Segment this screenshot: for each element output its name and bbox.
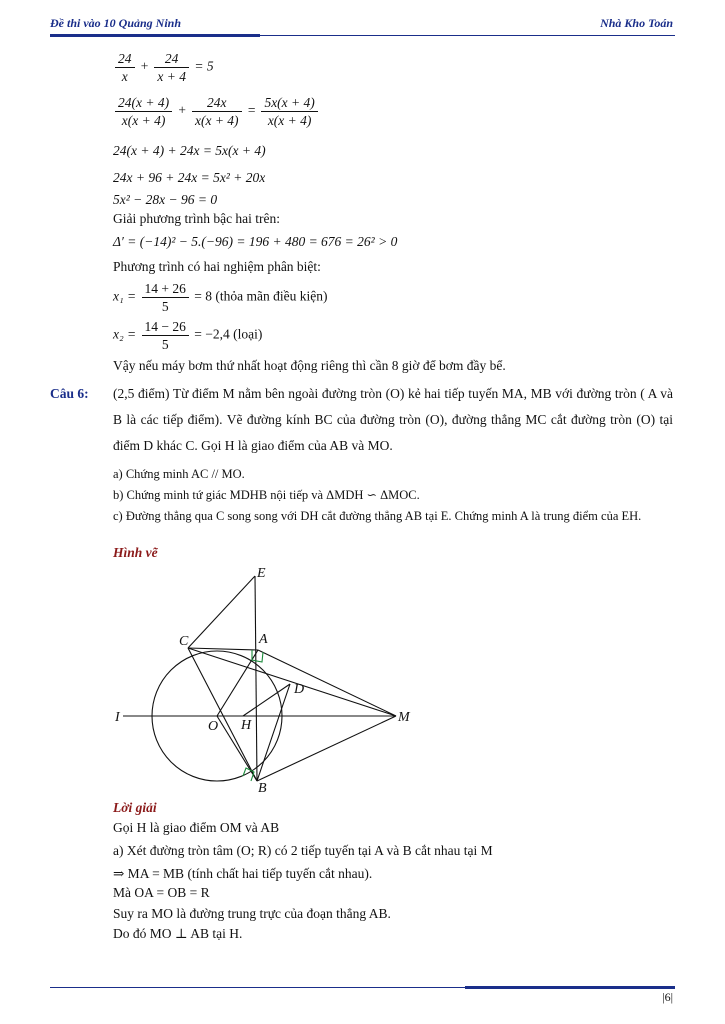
point-label-c: C: [179, 634, 189, 649]
root-x1: x₁ = $\frac{14 + 26}{5}$ = 8 (thỏa mãn điều kiện): [113, 281, 328, 314]
point-label-o: O: [208, 719, 219, 734]
segment-db: [257, 684, 290, 781]
question-part-c: c) Đường thẳng qua C song song với DH cắt đường thẳng AB tại E. Chứng minh A là trung điểm của EH.: [113, 509, 642, 523]
point-label-i: I: [115, 710, 120, 725]
question-label: Câu 6:: [50, 386, 89, 401]
solution-line-6: Do đó MO ⊥ AB tại H.: [113, 926, 243, 941]
point-label-m: M: [398, 710, 410, 725]
header-brand: Nhà Kho Toán: [600, 16, 673, 30]
line-ce: [188, 576, 255, 648]
segment-dh: [243, 684, 290, 716]
equation-5: 5x² − 28x − 96 = 0: [113, 192, 218, 207]
line-eb: [255, 576, 257, 781]
question-text: (2,5 điểm) Từ điểm M nằm bên ngoài đường tròn (O) kẻ hai tiếp tuyến MA, MB với đường tròn ( A và B là các tiếp điểm). Vẽ đường kính BC của đường tròn (O), đường thẳng MC cắt đường tròn (O) tại điểm D khác C. Gọi H là giao điểm của AB và MO.: [113, 386, 673, 453]
equation-4: 24x + 96 + 24x = 5x² + 20x: [113, 170, 266, 185]
equation-3: 24(x + 4) + 24x = 5x(x + 4): [113, 143, 266, 158]
point-label-e: E: [257, 566, 266, 581]
delta-line: Δ′ = (−14)² − 5.(−96) = 196 + 480 = 676 = 26² > 0: [113, 234, 398, 249]
tangent-mb: [257, 716, 396, 781]
solution-line-4: Mà OA = OB = R: [113, 885, 210, 900]
solution-line-5: Suy ra MO là đường trung trực của đoạn thẳng AB.: [113, 906, 391, 921]
line-cm: [188, 648, 396, 716]
two-roots-text: Phương trình có hai nghiệm phân biệt:: [113, 259, 321, 274]
solution-line-3: ⇒ MA = MB (tính chất hai tiếp tuyến cắt nhau).: [113, 866, 373, 881]
figure-title: Hình vẽ: [113, 545, 158, 560]
conclusion: Vậy nếu máy bơm thứ nhất hoạt động riêng thì cần 8 giờ để bơm đầy bể.: [113, 358, 506, 373]
point-label-d: D: [294, 682, 305, 697]
tangent-ma: [258, 650, 396, 716]
point-label-a: A: [259, 632, 268, 647]
point-label-b: B: [258, 781, 267, 796]
point-label-h: H: [241, 718, 252, 733]
header-title: Đề thi vào 10 Quảng Ninh: [50, 16, 182, 30]
equation-2: $\frac{24(x + 4)}{x(x + 4)}$ + $\frac{24x}{x(x + 4)}$ = $\frac{5x(x + 4)}{x(x + 4)}$: [113, 94, 320, 129]
solve-text: Giải phương trình bậc hai trên:: [113, 211, 281, 226]
chord-ca: [188, 648, 258, 650]
solution-title: Lời giải: [113, 800, 157, 815]
footer-accent-bar: [465, 986, 675, 989]
root-x2: x₂ = $\frac{14 - 26}{5}$ = −2,4 (loại): [113, 319, 263, 352]
question-part-b: b) Chứng minh tứ giác MDHB nội tiếp và ΔMDH ∽ ΔMOC.: [113, 488, 420, 502]
equation-1: $\frac{24}{x}$ + $\frac{24}{x + 4}$ = 5: [113, 50, 214, 85]
solution-line-2: a) Xét đường tròn tâm (O; R) có 2 tiếp tuyến tại A và B cắt nhau tại M: [113, 843, 493, 858]
page-number: |6|: [662, 990, 673, 1004]
solution-line-1: Gọi H là giao điểm OM và AB: [113, 820, 280, 835]
question-part-a: a) Chứng minh AC // MO.: [113, 467, 245, 481]
